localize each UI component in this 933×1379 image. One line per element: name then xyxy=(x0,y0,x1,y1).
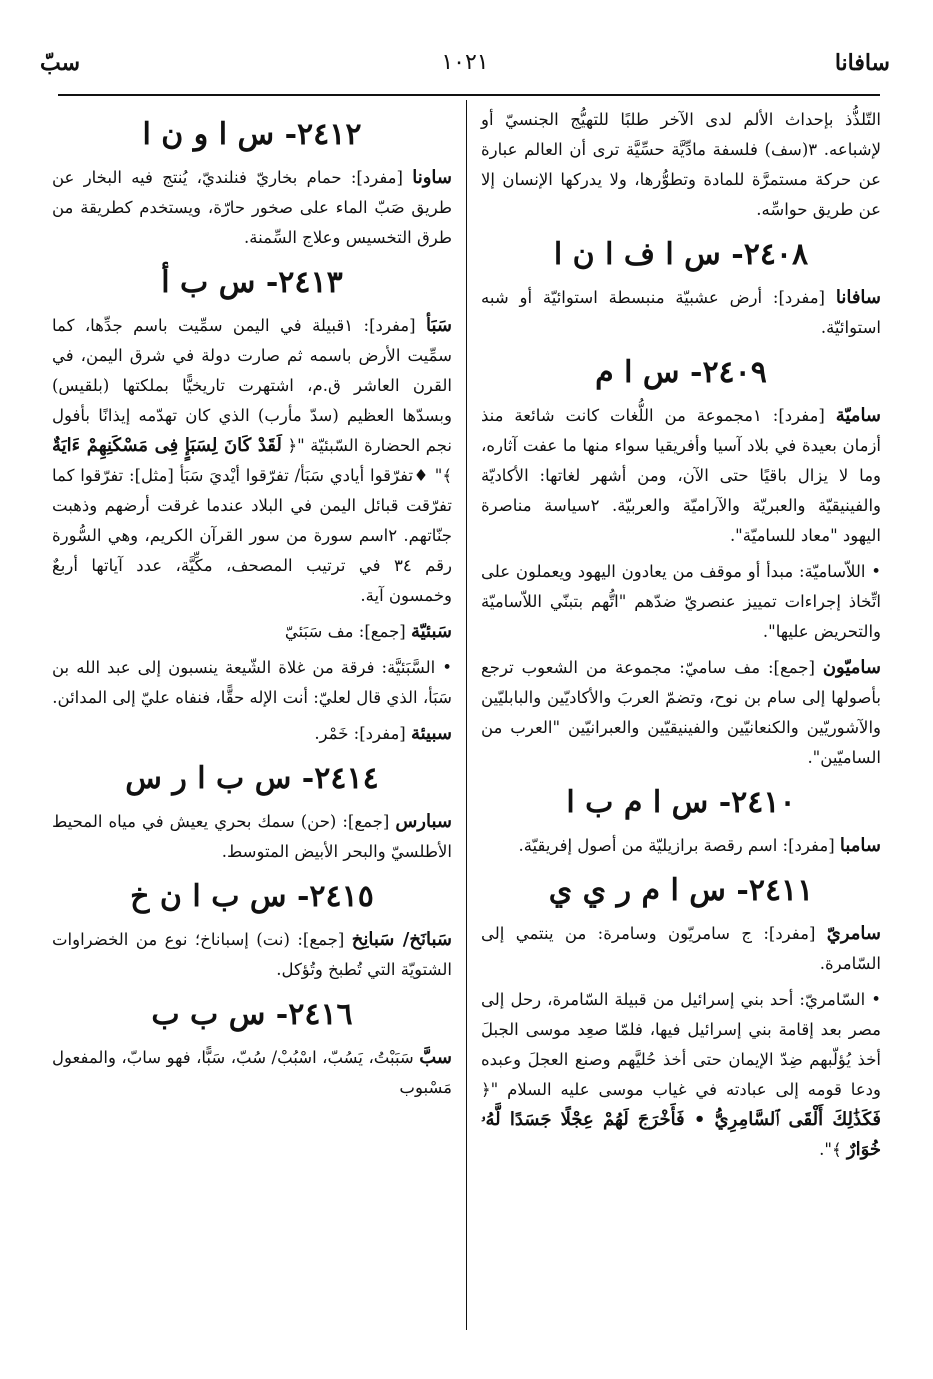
entry-paragraph xyxy=(52,311,452,611)
column-divider xyxy=(466,100,467,1330)
entry-paragraph xyxy=(52,807,452,867)
entry-lemma: سامريّ xyxy=(826,923,881,944)
root-heading: ٢٤١٥- س ب ا ن خ xyxy=(130,879,374,914)
entry-text: [جمع]: مف ساميّ: مجموعة من الشعوب ترجع بأصولها إلى سام بن نوح، وتضمّ العربَ والأكاديّين والبابليّين والآشوريّين والكنعانيّين والفينيقيّين والعبرانيّين "العرب من الساميّين". xyxy=(481,658,881,767)
entry-lemma: سَبانَخ/ سَبانِخ xyxy=(351,929,452,950)
entry-text: [مفرد]: أرض عشبيّة منبسطة استوائيّة أو شبه استوائيّة. xyxy=(481,288,881,337)
entry-paragraph xyxy=(481,401,881,551)
page-header xyxy=(40,40,890,90)
entry-paragraph xyxy=(481,831,881,861)
entry-text: [جمع]: مف سَبَئيّ xyxy=(284,622,411,641)
entry-paragraph xyxy=(52,653,452,713)
entry-lemma: لَقَدْ كَانَ لِسَبَإٍ فِى مَسْكَنِهِمْ ءَايَةٌ xyxy=(52,435,282,456)
entry-paragraph xyxy=(52,1043,452,1103)
entry-text: [مفرد]: ١مجموعة من اللُّغات كانت شائعة منذ أزمان بعيدة في بلاد آسيا وأفريقيا سواء منها ما عفت آثاره، وما لا يزال باقيًا حتى الآن، ومن أشهر لغاتها: الأكاديّة والفينيقيّة والعبريّة والآراميّة والعربيّة. ٢سياسة مناصرة اليهود "معاد للساميّة". xyxy=(481,406,881,545)
root-heading: ٢٤١٠- س ا م ب ا xyxy=(566,785,796,820)
entry-text: التّلذُّذ بإحداث الألم لدى الآخر طلبًا للتهيُّج الجنسيّ أو لإشباعه. ٣(سف) فلسفة مادِّيَّة حسِّيَّة ترى أن العالم عبارة عن حركة مستمرَّة للمادة وتطوُّرها، ولا يدركها الإنسان إلا عن طريق حواسِّه. xyxy=(481,110,881,219)
entry-text: [مفرد]: ج سامريّون وسامرة: من ينتمي إلى السّامرة. xyxy=(481,924,881,973)
entry-text: • السّامريّ: أحد بني إسرائيل من قبيلة السّامرة، رحل إلى مصر بعد إقامة بني إسرائيل فيها، فلمّا صعِد موسى الجبلَ أخذ يُؤلّبهم ضِدّ الإيمان حتى أخذ حُليَّهم وصنع العجلَ وعبده ودعا قومه إلى عبادته في غياب موسى عليه السلام "﴿ xyxy=(481,990,881,1099)
entry-lemma: فَكَذَٰلِكَ أَلْقَى ٱلسَّامِرِيُّ • فَأَخْرَجَ لَهُمْ عِجْلًا جَسَدًا لَّهُۥ خُوَارٌ xyxy=(481,1109,881,1160)
entry-text: [جمع]: (حن) سمك بحري يعيش في مياه المحيط الأطلسيّ والبحر الأبيض المتوسط. xyxy=(52,812,452,861)
header-rule xyxy=(58,94,880,96)
entry-lemma: ساميّون xyxy=(822,657,881,678)
entry-text: [مفرد]: ١قبيلة في اليمن سمِّيت باسم جدِّها، كما سمِّيت الأرض باسمه ثم صارت دولة في شرق اليمن، في القرن العاشر ق.م، اشتهرت تاريخيًّا بملكتها (بلقيس) وبسدّها العظيم (سدّ مأرب) الذي كان تهدّمه إيذانًا بأفول نجم الحضارة السّبئيّة "﴿ xyxy=(52,316,452,455)
root-heading: ٢٤١٤- س ب ا ر س xyxy=(125,761,379,796)
header-last-word: سبّ xyxy=(40,50,81,76)
entry-text: • السَّبَئيَّة: فرقة من غلاة الشّيعة ينسبون إلى عبد الله بن سَبَأ، الذي قال لعليّ: أنت الإله حقًّا، فنفاه عليّ إلى المدائن. xyxy=(52,658,452,707)
entry-paragraph xyxy=(52,163,452,253)
root-heading: ٢٤١٣- س ب أ xyxy=(161,265,343,300)
entry-paragraph xyxy=(481,985,881,1165)
entry-lemma: ساونا xyxy=(412,167,452,188)
root-heading: ٢٤٠٩- س ا م xyxy=(595,355,767,390)
entry-paragraph xyxy=(481,919,881,979)
root-heading: ٢٤٠٨- س ا ف ا ن ا xyxy=(553,237,809,272)
entry-paragraph xyxy=(52,719,452,749)
entry-lemma: سبيئة xyxy=(410,723,452,744)
root-heading: ٢٤١٢- س ا و ن ا xyxy=(142,117,362,152)
entry-lemma: سبارس xyxy=(395,811,452,832)
entry-text: • اللاّساميّة: مبدأ أو موقف من يعادون اليهود ويعملون على اتِّخاذ إجراءات تمييز عنصريّ ضدّهم "اتُّهم بتبنّي اللاّساميّة والتحريض عليها". xyxy=(481,562,881,641)
entry-paragraph xyxy=(52,617,452,647)
root-heading: ٢٤١١- س ا م ر ي ي xyxy=(548,873,814,908)
entry-lemma: سافانا xyxy=(835,287,881,308)
entry-text: ﴾" ♦تفرّقوا أيادي سَبَأ/ تفرّقوا أيْديَ سَبَأ [مثل]: تفرّقوا كما تفرّقت قبائل اليمن في البلاد عندما غرقت أرضهم وذهبت جنّاتهم. ٢اسم سورة من سور القرآن الكريم، وهي السُّورة رقم ٣٤ في ترتيب المصحف، مكِّيَّة، عدد آياتها أربعٌ وخمسون آية. xyxy=(52,466,452,605)
entry-paragraph xyxy=(481,653,881,773)
entry-text: [جمع]: (نت) إسباناخ؛ نوع من الخضراوات الشتويّة التي تُطبخ وتُؤكل. xyxy=(52,930,452,979)
entry-text: ﴾". xyxy=(819,1140,847,1159)
entry-lemma: ساميّة xyxy=(835,405,882,426)
entry-paragraph xyxy=(481,105,881,225)
entry-paragraph xyxy=(481,557,881,647)
entry-lemma: سَبَأ xyxy=(426,315,452,336)
root-heading: ٢٤١٦- س ب ب xyxy=(151,997,353,1032)
entry-text: [مفرد]: خَمْر. xyxy=(314,724,411,743)
entry-text: [مفرد]: حمام بخاريّ فنلنديّ، يُنتج فيه البخار عن طريق صَبّ الماء على صخور حارّة، ويستخدم كطريقة من طرق التخسيس وعلاج السِّمنة. xyxy=(52,168,452,247)
entry-paragraph xyxy=(52,925,452,985)
entry-lemma: سَبئيّة xyxy=(410,621,452,642)
left-column xyxy=(52,105,452,1109)
entry-lemma: سامبا xyxy=(839,835,881,856)
right-column xyxy=(481,105,881,1171)
page-number: ١٠٢١ xyxy=(441,50,489,75)
entry-paragraph xyxy=(481,283,881,343)
entry-text: [مفرد]: اسم رقصة برازيليّة من أصول إفريقيّة. xyxy=(518,836,840,855)
entry-lemma: سبَّ xyxy=(419,1047,452,1068)
entry-text: سَبَبْتُ، يَسُبّ، اسْبُبْ/ سُبّ، سَبًّا، فهو سابّ، والمفعول مَسْبوب xyxy=(52,1048,452,1097)
header-first-word: سافانا xyxy=(834,50,890,76)
